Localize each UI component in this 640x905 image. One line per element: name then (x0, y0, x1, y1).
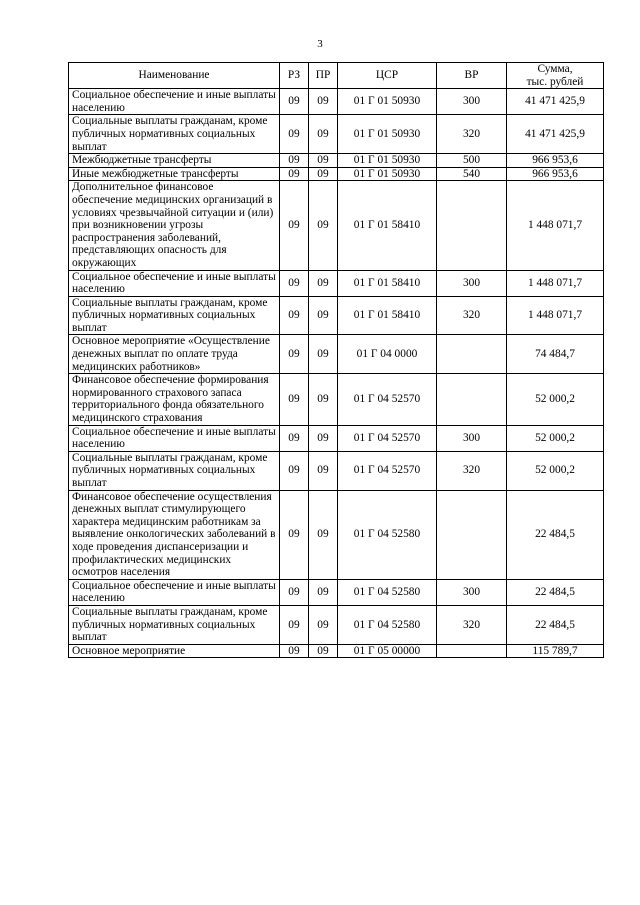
row-csr: 01 Г 01 58410 (338, 270, 437, 296)
row-csr: 01 Г 05 00000 (338, 644, 437, 658)
table-row (69, 115, 604, 154)
row-name: Социальные выплаты гражданам, кроме публичных нормативных социальных выплат (69, 451, 280, 490)
table-row (69, 335, 604, 374)
row-sum: 52 000,2 (507, 374, 604, 425)
row-vr (437, 490, 507, 579)
row-pr: 09 (309, 490, 338, 579)
row-rz: 09 (280, 335, 309, 374)
row-vr: 300 (437, 579, 507, 605)
row-vr: 300 (437, 270, 507, 296)
row-rz: 09 (280, 579, 309, 605)
row-pr: 09 (309, 374, 338, 425)
row-name: Социальное обеспечение и иные выплаты населению (69, 579, 280, 605)
row-pr: 09 (309, 167, 338, 181)
row-name: Социальные выплаты гражданам, кроме публичных нормативных социальных выплат (69, 296, 280, 335)
row-rz: 09 (280, 181, 309, 270)
row-rz: 09 (280, 270, 309, 296)
row-rz: 09 (280, 451, 309, 490)
row-csr: 01 Г 01 50930 (338, 115, 437, 154)
row-vr (437, 374, 507, 425)
table-header-row (69, 63, 604, 89)
row-csr: 01 Г 01 58410 (338, 181, 437, 270)
row-pr: 09 (309, 605, 338, 644)
row-csr: 01 Г 04 0000 (338, 335, 437, 374)
row-vr: 320 (437, 451, 507, 490)
row-pr: 09 (309, 115, 338, 154)
table-row (69, 579, 604, 605)
budget-table (68, 62, 604, 658)
row-vr (437, 335, 507, 374)
row-name: Финансовое обеспечение осуществления денежных выплат стимулирующего характера медицинским работникам за выявление онкологических заболеваний в ходе проведения диспансеризации и профилактических медицинских осмотров населения (69, 490, 280, 579)
row-vr: 320 (437, 605, 507, 644)
row-name: Межбюджетные трансферты (69, 154, 280, 168)
row-vr: 540 (437, 167, 507, 181)
row-rz: 09 (280, 296, 309, 335)
header-rz: РЗ (280, 63, 309, 89)
row-rz: 09 (280, 89, 309, 115)
header-vr: ВР (437, 63, 507, 89)
table-row (69, 181, 604, 270)
row-sum: 22 484,5 (507, 490, 604, 579)
table-row (69, 167, 604, 181)
row-rz: 09 (280, 374, 309, 425)
row-pr: 09 (309, 154, 338, 168)
row-rz: 09 (280, 644, 309, 658)
row-rz: 09 (280, 154, 309, 168)
row-sum: 52 000,2 (507, 451, 604, 490)
row-name: Социальные выплаты гражданам, кроме публичных нормативных социальных выплат (69, 605, 280, 644)
header-csr: ЦСР (338, 63, 437, 89)
row-rz: 09 (280, 425, 309, 451)
row-name: Социальное обеспечение и иные выплаты населению (69, 270, 280, 296)
row-name: Социальное обеспечение и иные выплаты населению (69, 89, 280, 115)
table-row (69, 605, 604, 644)
row-sum: 1 448 071,7 (507, 270, 604, 296)
row-pr: 09 (309, 335, 338, 374)
row-rz: 09 (280, 605, 309, 644)
row-rz: 09 (280, 167, 309, 181)
row-sum: 74 484,7 (507, 335, 604, 374)
row-name: Финансовое обеспечение формирования нормированного страхового запаса территориального фонда обязательного медицинского страхования (69, 374, 280, 425)
row-pr: 09 (309, 579, 338, 605)
table-row (69, 296, 604, 335)
row-sum: 22 484,5 (507, 605, 604, 644)
row-name: Основное мероприятие «Осуществление денежных выплат по оплате труда медицинских работников» (69, 335, 280, 374)
row-pr: 09 (309, 425, 338, 451)
table-row (69, 451, 604, 490)
row-csr: 01 Г 04 52580 (338, 579, 437, 605)
row-vr: 320 (437, 296, 507, 335)
row-sum: 966 953,6 (507, 167, 604, 181)
table-row (69, 154, 604, 168)
page-number: 3 (317, 38, 323, 50)
row-name: Основное мероприятие (69, 644, 280, 658)
row-name: Социальное обеспечение и иные выплаты населению (69, 425, 280, 451)
table-row (69, 270, 604, 296)
row-pr: 09 (309, 296, 338, 335)
row-pr: 09 (309, 181, 338, 270)
row-name: Дополнительное финансовое обеспечение медицинских организаций в условиях чрезвычайной ситуации и (или) при возникновении угрозы распространения заболеваний, представляющих опасность для окружающих (69, 181, 280, 270)
row-sum: 1 448 071,7 (507, 181, 604, 270)
row-name: Иные межбюджетные трансферты (69, 167, 280, 181)
row-pr: 09 (309, 270, 338, 296)
row-csr: 01 Г 04 52580 (338, 605, 437, 644)
row-csr: 01 Г 01 50930 (338, 154, 437, 168)
row-vr: 500 (437, 154, 507, 168)
row-vr (437, 181, 507, 270)
header-pr: ПР (309, 63, 338, 89)
table-row (69, 644, 604, 658)
row-rz: 09 (280, 490, 309, 579)
row-sum: 22 484,5 (507, 579, 604, 605)
row-csr: 01 Г 04 52570 (338, 425, 437, 451)
row-vr (437, 644, 507, 658)
row-pr: 09 (309, 89, 338, 115)
row-rz: 09 (280, 115, 309, 154)
row-sum: 41 471 425,9 (507, 115, 604, 154)
header-sum: Сумма, тыс. рублей (507, 63, 604, 89)
table-row (69, 89, 604, 115)
row-csr: 01 Г 04 52570 (338, 374, 437, 425)
row-sum: 52 000,2 (507, 425, 604, 451)
row-name: Социальные выплаты гражданам, кроме публичных нормативных социальных выплат (69, 115, 280, 154)
row-csr: 01 Г 04 52580 (338, 490, 437, 579)
row-sum: 41 471 425,9 (507, 89, 604, 115)
table-row (69, 490, 604, 579)
table-row (69, 425, 604, 451)
row-vr: 300 (437, 425, 507, 451)
row-sum: 115 789,7 (507, 644, 604, 658)
row-csr: 01 Г 04 52570 (338, 451, 437, 490)
row-csr: 01 Г 01 50930 (338, 89, 437, 115)
row-vr: 300 (437, 89, 507, 115)
table-row (69, 374, 604, 425)
row-csr: 01 Г 01 50930 (338, 167, 437, 181)
row-pr: 09 (309, 644, 338, 658)
row-sum: 1 448 071,7 (507, 296, 604, 335)
row-sum: 966 953,6 (507, 154, 604, 168)
row-pr: 09 (309, 451, 338, 490)
header-name: Наименование (69, 63, 280, 89)
row-vr: 320 (437, 115, 507, 154)
row-csr: 01 Г 01 58410 (338, 296, 437, 335)
